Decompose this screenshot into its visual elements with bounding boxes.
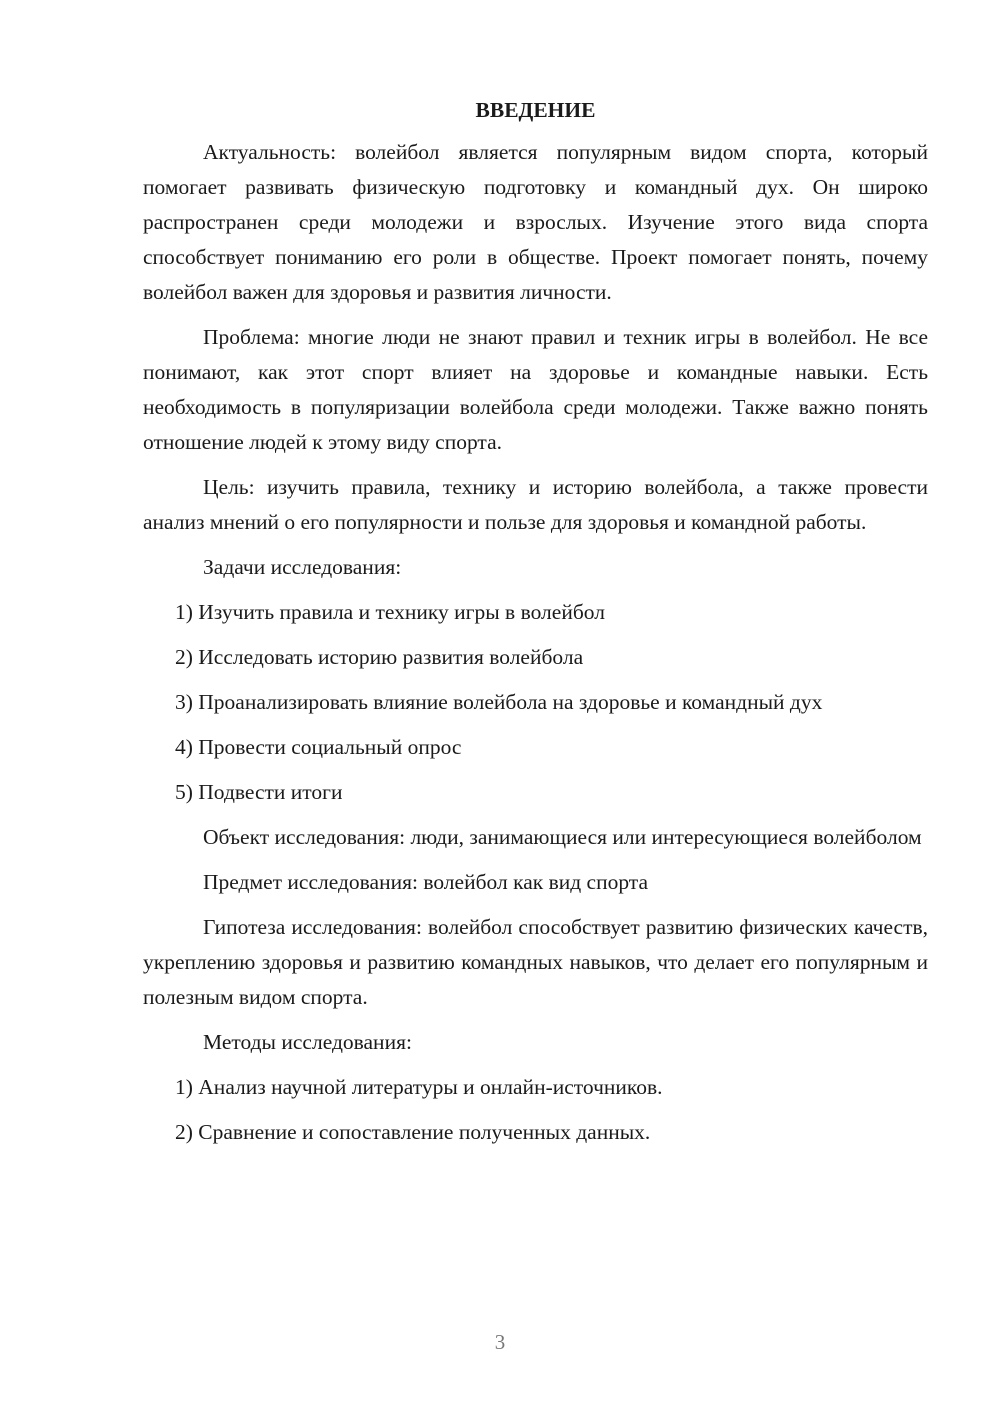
method-item: 1) Анализ научной литературы и онлайн-источников. [175,1075,663,1099]
object-paragraph: Объект исследования: люди, занимающиеся или интересующиеся волейболом [203,825,922,849]
relevance-paragraph: Актуальность: волейбол является популярным видом спорта, который помогает развивать физическую подготовку и командный дух. Он широко распространен среди молодежи и взрослых. Изучение этого вида спорта способствует пониманию его роли в обществе. Проект помогает понять, почему волейбол важен для здоровья и развития личности. [143,140,928,304]
problem-paragraph: Проблема: многие люди не знают правил и техник игры в волейбол. Не все понимают, как этот спорт влияет на здоровье и командные навыки. Есть необходимость в популяризации волейбола среди молодежи. Также важно понять отношение людей к этому виду спорта. [143,325,928,454]
goal-paragraph: Цель: изучить правила, технику и историю волейбола, а также провести анализ мнений о его популярности и пользе для здоровья и командной работы. [143,475,928,534]
section-title: ВВЕДЕНИЕ [475,98,596,122]
hypothesis-paragraph: Гипотеза исследования: волейбол способствует развитию физических качеств, укреплению здоровья и развитию командных навыков, что делает его популярным и полезным видом спорта. [143,915,928,1009]
page-number: 3 [494,1330,506,1354]
task-item: 4) Провести социальный опрос [175,735,462,759]
method-item: 2) Сравнение и сопоставление полученных данных. [175,1120,651,1144]
task-item: 3) Проанализировать влияние волейбола на здоровье и командный дух [175,690,823,714]
tasks-heading: Задачи исследования: [203,555,402,579]
task-item: 1) Изучить правила и технику игры в волейбол [175,600,605,624]
subject-paragraph: Предмет исследования: волейбол как вид спорта [203,870,649,894]
task-item: 2) Исследовать историю развития волейбола [175,645,584,669]
task-item: 5) Подвести итоги [175,780,343,804]
document-page [143,95,928,1160]
methods-heading: Методы исследования: [203,1030,412,1054]
